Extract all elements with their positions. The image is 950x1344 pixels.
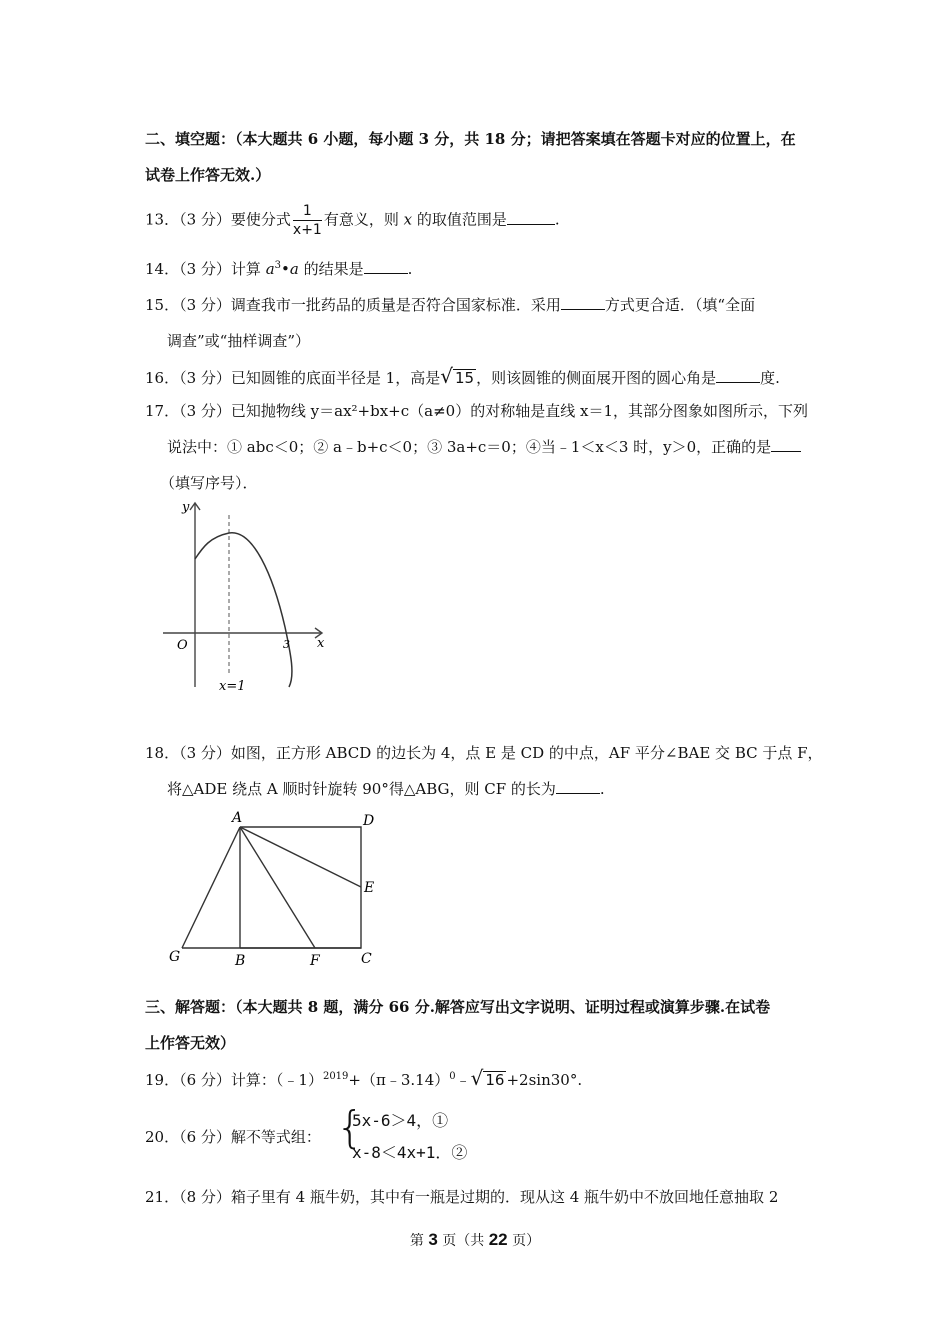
q17-line-2: 说法中：① abc＜0；② a﹣b+c＜0；③ 3a+c＝0；④当﹣1＜x＜3 时，y＞0，正确的是 [167, 438, 772, 456]
label-e: E [364, 880, 375, 896]
q13-text: 有意义，则 [323, 210, 399, 229]
q16-pre: 16．（3 分）已知圆锥的底面半径是 1，高是 [145, 369, 441, 387]
symmetry-axis-label: x=1 [219, 679, 246, 694]
question-15-line-1 [145, 294, 755, 315]
label-c: C [361, 951, 372, 967]
square-figure [160, 805, 390, 975]
q13-score: （3 分）要使分式 [179, 210, 291, 229]
question-21-line-1: 21．（8 分）箱子里有 4 瓶牛奶，其中有一瓶是过期的．现从这 4 瓶牛奶中不放回地任意抽取 2 [145, 1188, 779, 1206]
question-13 [145, 202, 560, 239]
parabola-curve [195, 533, 292, 687]
q19-minus: ﹣ [455, 1071, 471, 1089]
label-d: D [363, 813, 375, 829]
footer-page-number: 3 [428, 1230, 438, 1249]
q16-answer-blank [716, 368, 760, 383]
label-b: B [235, 953, 246, 969]
q19-sqrt-sign: √ [470, 1066, 484, 1090]
question-17-line-3: （填写序号）． [160, 474, 258, 492]
q13-number: 13． [145, 210, 180, 229]
q14-expr-exponent: 3 [274, 260, 282, 271]
question-17-line-2 [167, 436, 801, 457]
system-brace: { [336, 1102, 364, 1153]
label-f: F [310, 953, 320, 969]
x-axis-label: x [317, 636, 325, 651]
q13-var: x [403, 210, 413, 229]
q14-tail: 的结果是 [303, 260, 364, 278]
label-g: G [169, 949, 181, 965]
q13-fraction-denominator: x+1 [292, 222, 322, 238]
question-20: 20．（6 分）解不等式组： [145, 1128, 321, 1146]
q14-number: 14． [145, 260, 180, 278]
q15-line-1b: 方式更合适．（填“全面 [604, 296, 756, 314]
x-tick-3-label: 3 [283, 638, 290, 651]
question-14 [145, 258, 412, 279]
question-15-line-2: 调查”或“抽样调查”） [167, 332, 311, 350]
footer-post: 页） [507, 1233, 541, 1249]
q14-end: . [407, 260, 413, 278]
segment-ag [182, 827, 240, 948]
q13-tail: 的取值范围是 [416, 210, 507, 229]
question-18-line-2 [167, 778, 605, 799]
section-3-heading-line-2: 上作答无效） [145, 1034, 236, 1052]
parabola-graph [155, 495, 340, 695]
q19-sqrt-radicand: 16 [485, 1071, 505, 1089]
q13-answer-blank [507, 210, 555, 225]
question-16 [145, 364, 780, 388]
q19-exponent-0: 0 [449, 1071, 456, 1082]
q14-expr-a2: a [289, 260, 299, 278]
q19-post: +2sin30°. [506, 1071, 583, 1089]
q19-exponent-2019: 2019 [322, 1071, 349, 1082]
footer-total-pages: 22 [488, 1230, 508, 1249]
footer-mid: 页（共 [437, 1233, 489, 1249]
q13-end: . [554, 210, 560, 229]
q15-answer-blank [561, 295, 605, 310]
question-19 [145, 1066, 582, 1090]
q16-sqrt-sign: √ [440, 364, 453, 388]
question-17-line-1: 17．（3 分）已知抛物线 y＝ax²+bx+c（a≠0）的对称轴是直线 x＝1，其部分图象如图所示，下列 [145, 402, 808, 420]
footer-pre: 第 [409, 1233, 429, 1249]
section-2-heading-line-2: 试卷上作答无效.） [145, 166, 271, 184]
q13-fraction [293, 202, 322, 239]
section-2-heading-line-1: 二、填空题：（本大题共 6 小题，每小题 3 分，共 18 分；请把答案填在答题卡对应的位置上，在 [145, 130, 796, 148]
q19-pre: 19．（6 分）计算：（﹣1） [145, 1071, 323, 1089]
q17-answer-blank [771, 437, 801, 452]
q18-answer-blank [556, 779, 600, 794]
q14-answer-blank [364, 259, 408, 274]
q15-line-1: 15．（3 分）调查我市一批药品的质量是否符合国家标准．采用 [145, 296, 561, 314]
question-18-line-1: 18．（3 分）如图，正方形 ABCD 的边长为 4，点 E 是 CD 的中点，AF 平分∠BAE 交 BC 于点 F， [145, 744, 823, 762]
q19-mid: +（π﹣3.14） [348, 1071, 450, 1089]
q16-end: 度. [760, 369, 780, 387]
square-abcd [240, 827, 361, 948]
q13-fraction-numerator: 1 [293, 202, 322, 221]
y-axis-label: y [182, 500, 190, 515]
origin-label: O [177, 638, 188, 653]
q16-post: ，则该圆锥的侧面展开图的圆心角是 [476, 369, 717, 387]
inequality-2: x-8＜4x+1．② [352, 1143, 468, 1162]
page-footer [0, 1230, 950, 1250]
q18-end: . [599, 780, 605, 798]
inequality-1: 5x-6＞4，① [352, 1111, 449, 1130]
q14-expr-a: a [265, 260, 275, 278]
section-3-heading-line-1: 三、解答题：（本大题共 8 题，满分 66 分.解答应写出文字说明、证明过程或演算步骤.在试卷 [145, 998, 771, 1016]
q14-score: （3 分）计算 [179, 260, 261, 278]
q14-expr-dot: • [281, 260, 290, 278]
label-a: A [232, 810, 243, 826]
q18-line-2: 将△ADE 绕点 A 顺时针旋转 90°得△ABG，则 CF 的长为 [167, 780, 556, 798]
q16-sqrt-radicand: 15 [454, 369, 475, 387]
